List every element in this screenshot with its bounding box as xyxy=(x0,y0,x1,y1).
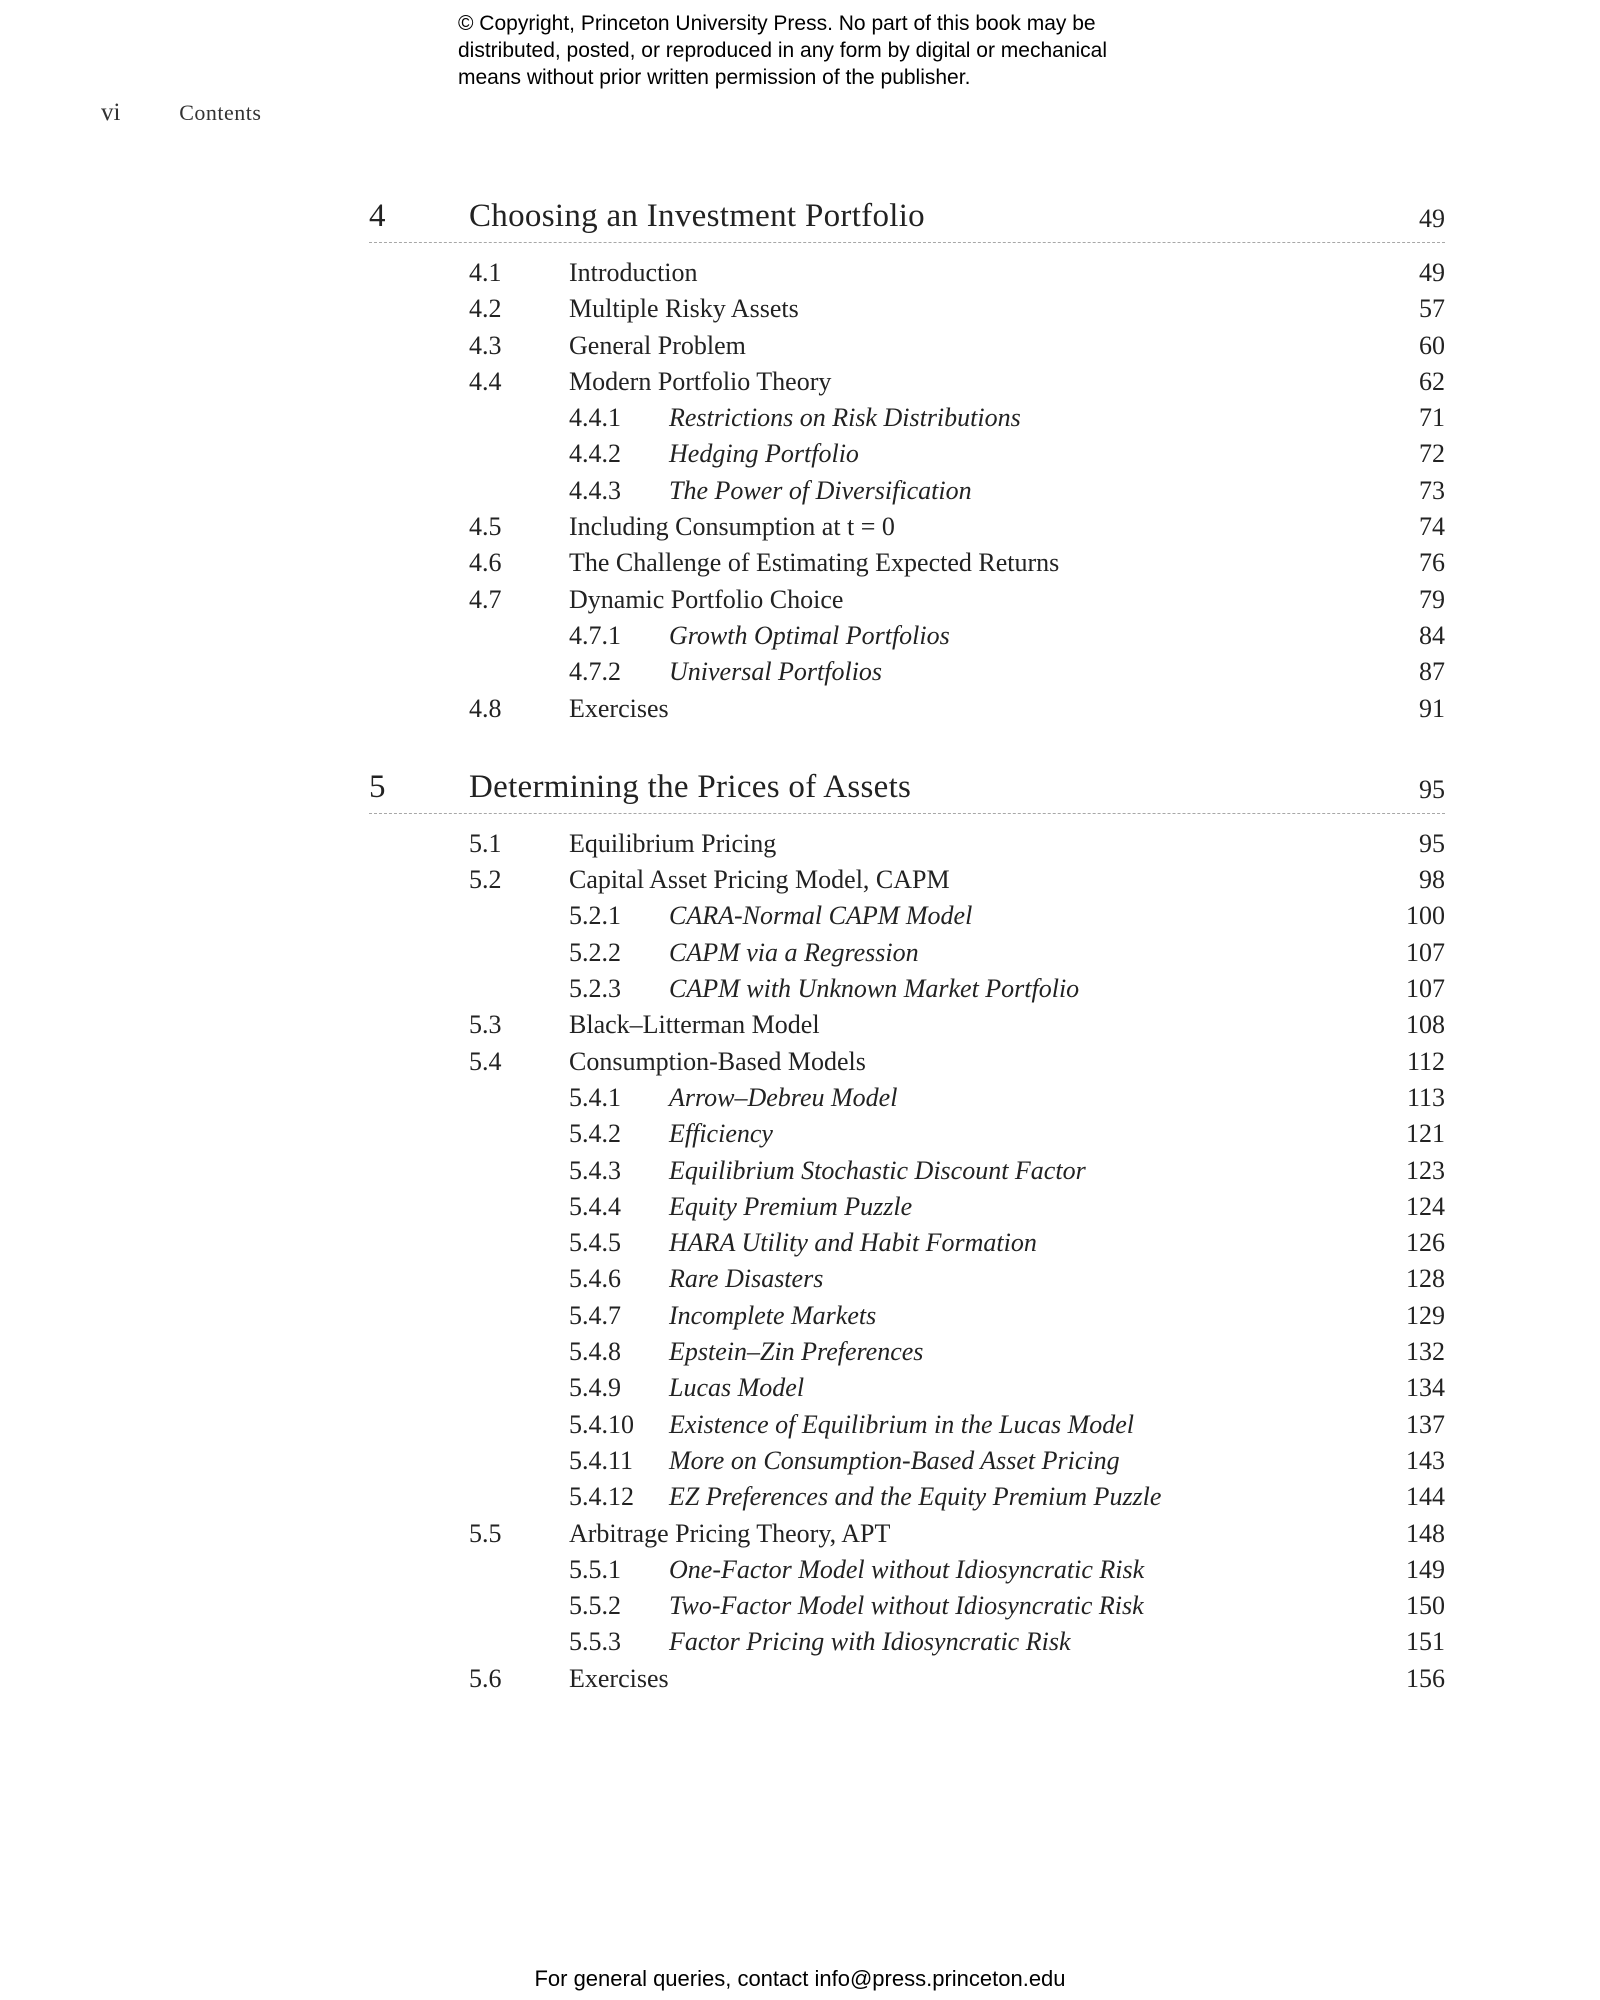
entry-number: 5.1 xyxy=(469,828,502,858)
entry-title: Rare Disasters xyxy=(669,1264,824,1294)
entry-number: 5.4.3 xyxy=(569,1155,621,1185)
entry-title: Efficiency xyxy=(669,1119,773,1149)
entry-number: 5.4.2 xyxy=(569,1119,621,1149)
entry-page-number: 71 xyxy=(1419,403,1445,433)
entry-number: 4.4 xyxy=(469,366,502,396)
entry-number: 4.3 xyxy=(469,330,502,360)
subsection-entry[interactable] xyxy=(369,1407,1445,1443)
entry-page-number: 60 xyxy=(1419,330,1445,360)
entry-title: Exercises xyxy=(569,1663,669,1693)
section-entry[interactable] xyxy=(369,545,1445,581)
entry-title: EZ Preferences and the Equity Premium Puzzle xyxy=(669,1482,1162,1512)
copyright-line: © Copyright, Princeton University Press. No part of this book may be xyxy=(458,12,1096,35)
entry-page-number: 132 xyxy=(1406,1337,1445,1367)
entry-page-number: 62 xyxy=(1419,366,1445,396)
entry-title: Consumption-Based Models xyxy=(569,1046,866,1076)
section-list xyxy=(369,826,1445,1697)
chapter-block xyxy=(369,190,1445,727)
entry-title: Factor Pricing with Idiosyncratic Risk xyxy=(669,1627,1071,1657)
entry-number: 4.7.1 xyxy=(569,620,621,650)
copyright-line: distributed, posted, or reproduced in any form by digital or mechanical xyxy=(458,39,1108,62)
entry-page-number: 107 xyxy=(1406,974,1445,1004)
subsection-entry[interactable] xyxy=(369,1189,1445,1225)
entry-number: 5.4.11 xyxy=(569,1445,634,1475)
entry-page-number: 84 xyxy=(1419,620,1445,650)
entry-number: 5.3 xyxy=(469,1010,502,1040)
entry-number: 4.7 xyxy=(469,584,502,614)
section-entry[interactable] xyxy=(369,291,1445,327)
entry-page-number: 74 xyxy=(1419,512,1445,542)
entry-page-number: 76 xyxy=(1419,548,1445,578)
chapter-page-number: 95 xyxy=(1419,774,1445,804)
entry-number: 5.4.1 xyxy=(569,1082,621,1112)
subsection-entry[interactable] xyxy=(369,400,1445,436)
entry-number: 5.4.10 xyxy=(569,1409,634,1439)
entry-number: 5.5.1 xyxy=(569,1554,621,1584)
entry-title: CAPM via a Regression xyxy=(669,937,919,967)
entry-page-number: 73 xyxy=(1419,475,1445,505)
subsection-entry[interactable] xyxy=(369,473,1445,509)
entry-page-number: 79 xyxy=(1419,584,1445,614)
chapter-page-number: 49 xyxy=(1419,204,1445,233)
subsection-entry[interactable] xyxy=(369,1479,1445,1515)
subsection-entry[interactable] xyxy=(369,1261,1445,1297)
entry-title: Epstein–Zin Preferences xyxy=(669,1337,924,1367)
entry-title: Including Consumption at t = 0 xyxy=(569,512,895,542)
entry-page-number: 128 xyxy=(1406,1264,1445,1294)
entry-number: 5.4.8 xyxy=(569,1337,621,1367)
entry-number: 5.5 xyxy=(469,1518,502,1548)
chapter-title: Choosing an Investment Portfolio xyxy=(469,198,925,234)
entry-title: CARA-Normal CAPM Model xyxy=(669,901,973,931)
entry-title: CAPM with Unknown Market Portfolio xyxy=(669,974,1080,1004)
entry-title: Equity Premium Puzzle xyxy=(669,1191,913,1221)
copyright-notice xyxy=(458,10,1178,91)
entry-number: 5.4.7 xyxy=(569,1300,621,1330)
entry-title: The Power of Diversification xyxy=(669,475,972,505)
entry-page-number: 149 xyxy=(1406,1554,1445,1584)
subsection-entry[interactable] xyxy=(369,1624,1445,1660)
section-list xyxy=(369,255,1445,727)
entry-title: Modern Portfolio Theory xyxy=(569,366,832,396)
section-entry[interactable] xyxy=(369,691,1445,727)
section-entry[interactable] xyxy=(369,364,1445,400)
entry-page-number: 112 xyxy=(1406,1046,1445,1076)
entry-number: 4.1 xyxy=(469,258,502,287)
entry-number: 5.4.9 xyxy=(569,1373,621,1403)
entry-number: 4.4.2 xyxy=(569,439,621,469)
subsection-entry[interactable] xyxy=(369,1334,1445,1370)
subsection-entry[interactable] xyxy=(369,1080,1445,1116)
entry-number: 4.6 xyxy=(469,548,502,578)
entry-title: Exercises xyxy=(569,693,669,723)
entry-title: Universal Portfolios xyxy=(669,657,883,687)
entry-title: Arbitrage Pricing Theory, APT xyxy=(569,1518,891,1548)
chapter-title: Determining the Prices of Assets xyxy=(469,768,912,805)
entry-number: 4.8 xyxy=(469,693,502,723)
entry-title: Incomplete Markets xyxy=(669,1300,877,1330)
subsection-entry[interactable] xyxy=(369,1116,1445,1152)
entry-number: 5.4.5 xyxy=(569,1228,621,1258)
entry-title: Hedging Portfolio xyxy=(669,439,859,469)
subsection-entry[interactable] xyxy=(369,1588,1445,1624)
entry-title: Dynamic Portfolio Choice xyxy=(569,584,844,614)
subsection-entry[interactable] xyxy=(369,1298,1445,1334)
entry-page-number: 126 xyxy=(1406,1228,1445,1258)
subsection-entry[interactable] xyxy=(369,1370,1445,1406)
entry-page-number: 123 xyxy=(1406,1155,1445,1185)
entry-title: Introduction xyxy=(569,258,698,287)
subsection-entry[interactable] xyxy=(369,971,1445,1007)
section-entry[interactable] xyxy=(369,509,1445,545)
subsection-entry[interactable] xyxy=(369,1225,1445,1261)
entry-page-number: 91 xyxy=(1419,693,1445,723)
subsection-entry[interactable] xyxy=(369,1153,1445,1189)
subsection-entry[interactable] xyxy=(369,1552,1445,1588)
entry-number: 5.2.3 xyxy=(569,974,621,1004)
section-entry[interactable] xyxy=(369,582,1445,618)
section-entry[interactable] xyxy=(369,255,1445,291)
entry-number: 5.6 xyxy=(469,1663,502,1693)
entry-title: One-Factor Model without Idiosyncratic Risk xyxy=(669,1554,1145,1584)
entry-title: Restrictions on Risk Distributions xyxy=(669,403,1021,433)
chapter-heading[interactable] xyxy=(369,190,1445,243)
entry-title: More on Consumption-Based Asset Pricing xyxy=(669,1445,1120,1475)
entry-page-number: 156 xyxy=(1406,1663,1445,1693)
chapter-block xyxy=(369,761,1445,1697)
section-entry[interactable] xyxy=(369,826,1445,862)
entry-title: Two-Factor Model without Idiosyncratic Risk xyxy=(669,1591,1144,1621)
entry-number: 5.2.2 xyxy=(569,937,621,967)
entry-page-number: 143 xyxy=(1406,1445,1445,1475)
entry-number: 5.2.1 xyxy=(569,901,621,931)
entry-number: 5.5.3 xyxy=(569,1627,621,1657)
page-folio: vi xyxy=(101,99,121,126)
entry-number: 5.4.6 xyxy=(569,1264,621,1294)
subsection-entry[interactable] xyxy=(369,436,1445,472)
entry-page-number: 108 xyxy=(1406,1010,1445,1040)
chapter-heading[interactable] xyxy=(369,761,1445,814)
entry-page-number: 124 xyxy=(1406,1191,1445,1221)
subsection-entry[interactable] xyxy=(369,1443,1445,1479)
running-head xyxy=(101,98,261,128)
entry-page-number: 100 xyxy=(1406,901,1445,931)
entry-number: 5.5.2 xyxy=(569,1591,621,1621)
subsection-entry[interactable] xyxy=(369,935,1445,971)
section-entry[interactable] xyxy=(369,1516,1445,1552)
chapter-number: 5 xyxy=(369,768,386,805)
subsection-entry[interactable] xyxy=(369,898,1445,934)
entry-number: 4.4.3 xyxy=(569,475,621,505)
entry-page-number: 107 xyxy=(1406,937,1445,967)
section-entry[interactable] xyxy=(369,1044,1445,1080)
entry-number: 4.7.2 xyxy=(569,657,621,687)
section-entry[interactable] xyxy=(369,328,1445,364)
entry-number: 4.4.1 xyxy=(569,403,621,433)
entry-title: Existence of Equilibrium in the Lucas Model xyxy=(669,1409,1135,1439)
entry-page-number: 134 xyxy=(1406,1373,1445,1403)
entry-title: The Challenge of Estimating Expected Returns xyxy=(569,548,1060,578)
section-entry[interactable] xyxy=(369,862,1445,898)
entry-title: Growth Optimal Portfolios xyxy=(669,620,950,650)
entry-title: General Problem xyxy=(569,330,746,360)
entry-title: HARA Utility and Habit Formation xyxy=(669,1228,1037,1258)
entry-page-number: 95 xyxy=(1419,828,1445,858)
entry-title: Multiple Risky Assets xyxy=(569,294,799,324)
entry-title: Equilibrium Stochastic Discount Factor xyxy=(669,1155,1086,1185)
running-head-title: Contents xyxy=(179,100,262,125)
entry-title: Lucas Model xyxy=(669,1373,805,1403)
footer-contact: For general queries, contact info@press.princeton.edu xyxy=(534,1966,1066,1991)
entry-number: 5.4 xyxy=(469,1046,502,1076)
entry-title: Capital Asset Pricing Model, CAPM xyxy=(569,865,950,895)
entry-page-number: 150 xyxy=(1406,1591,1445,1621)
entry-number: 5.4.4 xyxy=(569,1191,621,1221)
subsection-entry[interactable] xyxy=(369,618,1445,654)
entry-title: Equilibrium Pricing xyxy=(569,828,777,858)
subsection-entry[interactable] xyxy=(369,654,1445,690)
entry-number: 4.2 xyxy=(469,294,502,324)
section-entry[interactable] xyxy=(369,1007,1445,1043)
entry-page-number: 72 xyxy=(1419,439,1445,469)
entry-number: 5.4.12 xyxy=(569,1482,634,1512)
table-of-contents xyxy=(369,190,1445,1731)
entry-title: Black–Litterman Model xyxy=(569,1010,820,1040)
copyright-line: means without prior written permission of the publisher. xyxy=(458,66,971,89)
section-entry[interactable] xyxy=(369,1661,1445,1697)
entry-page-number: 57 xyxy=(1419,294,1445,324)
entry-page-number: 129 xyxy=(1406,1300,1445,1330)
entry-page-number: 151 xyxy=(1406,1627,1445,1657)
entry-number: 4.5 xyxy=(469,512,502,542)
entry-page-number: 113 xyxy=(1406,1082,1445,1112)
entry-page-number: 121 xyxy=(1406,1119,1445,1149)
entry-page-number: 144 xyxy=(1406,1482,1445,1512)
chapter-number: 4 xyxy=(369,198,386,234)
entry-page-number: 98 xyxy=(1419,865,1445,895)
entry-title: Arrow–Debreu Model xyxy=(669,1082,898,1112)
entry-page-number: 49 xyxy=(1419,258,1445,287)
entry-page-number: 137 xyxy=(1406,1409,1445,1439)
entry-page-number: 148 xyxy=(1406,1518,1445,1548)
entry-page-number: 87 xyxy=(1419,657,1445,687)
entry-number: 5.2 xyxy=(469,865,502,895)
